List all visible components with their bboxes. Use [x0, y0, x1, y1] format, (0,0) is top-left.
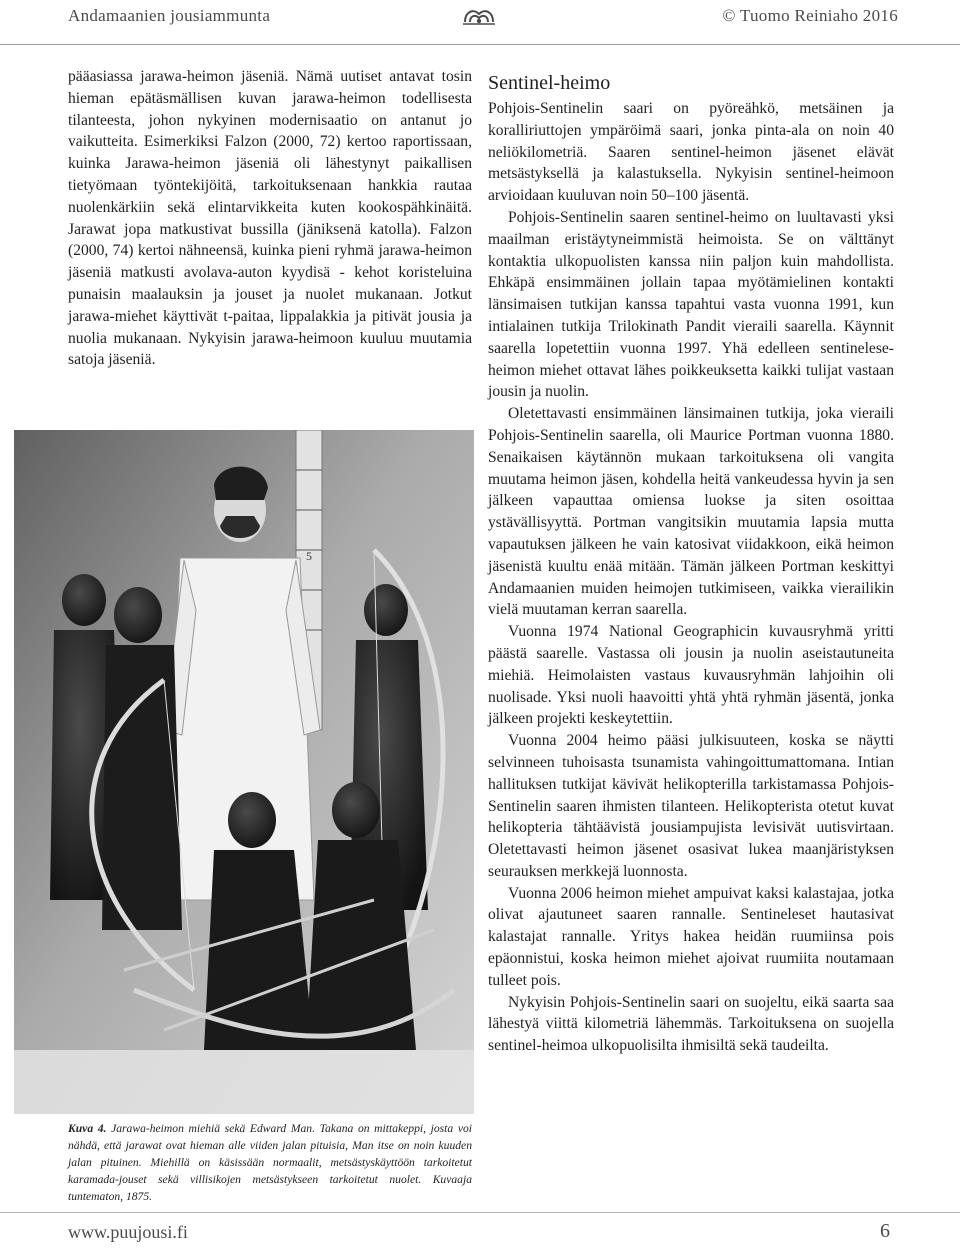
scale-mark: 5: [306, 549, 312, 563]
caption-text: Jarawa-heimon miehiä sekä Edward Man. Takana on mittakeppi, josta voi nähdä, että jarawat ovat hieman alle viiden jalan pituisia, Man itse on noin kuuden jalan pituinen. Miehillä on käsissään normaalit, metsästyskäyttöön tarkoitetut karamada-jouset sekä villisikojen metsästykseen tarkoitetut nuolet. Kuvaaja tuntematon, 1875.: [68, 1122, 472, 1204]
footer-rule: [0, 1212, 960, 1213]
body-paragraph: Pohjois-Sentinelin saaren sentinel-heimo on luultavasti yksi maailman eristäytyneimmistä heimoista. Se on välttänyt kontaktia ulkopuolisten kanssa niin paljon kuin mahdollista. Ehkäpä ensimmäinen jollain tapaa myötämielinen kontakti länsimaisen tutkijan kanssa tapahtui vasta vuonna 1991, kun intialainen tutkija Trilokinath Pandit vieraili saarella. Käynnit saarella lopetettiin vuonna 1997. Yhä edelleen sentinelese-heimon miehet ottavat lähes poikkeuksetta kaikki tulijat vastaan jousin ja nuolin.: [488, 208, 894, 401]
running-title: Andamaanien jousiammunta: [68, 6, 271, 25]
section-title: Sentinel-heimo: [488, 72, 611, 94]
body-paragraph: Vuonna 2006 heimon miehet ampuivat kaksi kalastajaa, jotka olivat ajautuneet saaren rannalle. Sentineleset hautasivat kalastajat rannalle. Yritys hakea heidän ruumiinsa pois epäonnistui, koska heimon miehet ajoivat ruumiita noutamaan tulleet pois.: [488, 884, 894, 989]
left-column: [68, 66, 472, 371]
header-rule: [0, 44, 960, 45]
page-number: 6: [880, 1220, 890, 1242]
body-paragraph: Oletettavasti ensimmäinen länsimainen tutkija, joka vieraili Pohjois-Sentinelin saarella, oli Maurice Portman vuonna 1880. Senaikaisen käytännön mukaan tarkoituksena oli vangita muutama heimon jäsen, kohdella heitä vankeudessa hyvin ja sen jälkeen vapauttaa omiensa luokse ja siten osoittaa ystävällisyyttä. Portman vangitsikin muutamia lapsia mutta vapautuksen jälkeen he vain katosivat viidakkoon, eikä heimon jäsenistä kuultu enää mitään. Tämän jälkeen Portman keskittyi Andamaanien muiden heimojen tutkimiseen, vaikka vierailikin vielä muutaman kerran saarella.: [488, 405, 894, 619]
body-paragraph: Vuonna 2004 heimo pääsi julkisuuteen, koska se näytti selvinneen tuhoisasta tsunamista vahingoittumattomana. Intian hallituksen tutkijat kävivät helikopterilla tarkistamassa Pohjois-Sentinelin saaren ihmisten tilanteen. Helikopterista otetut kuvat helikopteria tähtäävistä jousiampujista levisivät uutisvirtaan. Oletettavasti heimon jäsenet osasivat lukea maanjäristyksen seurauksen merkkejä luonnosta.: [488, 732, 894, 880]
body-paragraph: Nykyisin Pohjois-Sentinelin saari on suojeltu, eikä saarta saa lähestyä viittä kilometriä lähemmäs. Tarkoituksena on suojella sentinel-heimoa ulkopuolisilta ihmisiltä sekä taudeilta.: [488, 993, 894, 1055]
right-column: [488, 70, 894, 1057]
page-header: [68, 0, 898, 44]
ornament-icon: [461, 4, 497, 26]
figure-caption: [68, 1120, 472, 1205]
copyright: © Tuomo Reiniaho 2016: [722, 6, 898, 25]
body-paragraph: Pohjois-Sentinelin saari on pyöreähkö, metsäinen ja koralliriuttojen ympäröimä saari, jonka pinta-ala on noin 40 neliökilometriä. Saaren sentinel-heimon jäsenet elävät metsästyksellä ja kalastuksella. Nykyisin sentinel-heimoon arvioidaan kuuluvan noin 50–100 jäsentä.: [488, 100, 894, 205]
figure-label: Kuva 4.: [68, 1122, 107, 1135]
site-url-link[interactable]: www.puujousi.fi: [68, 1222, 188, 1242]
historical-photo: [14, 430, 474, 1114]
body-paragraph: pääasiassa jarawa-heimon jäseniä. Nämä uutiset antavat tosin hieman epätäsmällisen kuvan jarawa-heimon todellisesta tilanteesta, johon nykyinen modernisaatio on antanut jo vaikutteita. Esimerkiksi Falzon (2000, 72) kertoo raportissaan, kuinka Jarawa-heimon jäseniä oli lähestynyt paikallisen tietyömaan työntekijöitä, tarkoituksenaan hankkia rautaa nuolenkärkiin sekä elintarvikkeita kuten kookospähkinäitä. Jarawat jopa matkustivat bussilla (jäniksenä katolla). Falzon (2000, 74) kertoi nähneensä, kuinka pieni ryhmä jarawa-heimon jäseniä matkusti avolava-auton kyydisä - kehot koristeluina punaisin maalauksin ja jouset ja nuolet mukanaan. Jotkut jarawa-miehet käyttivät t-paitaa, lippalakkia ja pitivät jousia ja nuolia mukanaan. Nykyisin jarawa-heimoon kuuluu muutamia satoja jäseniä.: [68, 68, 472, 369]
body-paragraph: Vuonna 1974 National Geographicin kuvausryhmä yritti päästä saarelle. Vastassa oli jousin ja nuolin aseistautuneita miehiä. Heimolaisten vastaus kuvausryhmän lahjoihin oli nuolisade. Yksi nuoli haavoitti yhtä yhtä ryhmän jäsentä, jonka jälkeen projekti keskeytettiin.: [488, 623, 894, 728]
